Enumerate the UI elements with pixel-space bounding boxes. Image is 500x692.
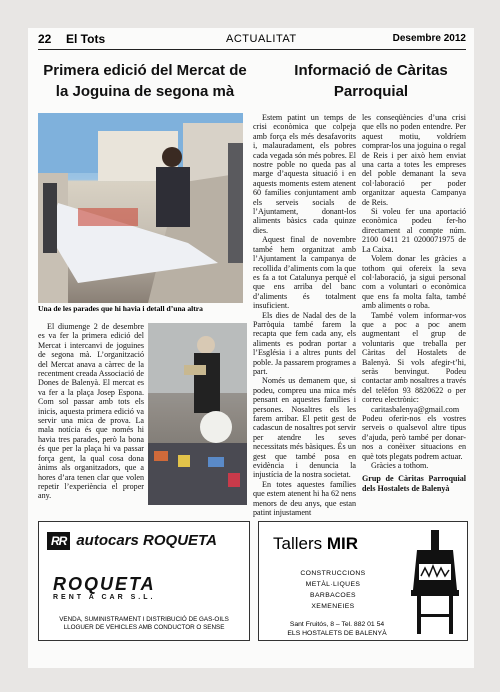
service-item: METÀL·LIQUES — [305, 581, 361, 588]
caritas-paragraph: Estem patint un temps de crisi econòmica que colpeja amb força els més desafavorits i, malauradament, els pobres cada vegada són més pobres. El nostre poble no queda pas al marge d’aquesta situació i en aquests moments estem atenent 60 famílies conjuntament amb els serveis socials de l’Ajuntament, donant-los aliments bàsics cada quinze dies. — [253, 113, 356, 235]
page-number: 22 — [38, 32, 52, 46]
caritas-paragraph: Només us demanem que, si podeu, compreu una mica més pensant en aquestes famílies i persones. Nosaltres els les farem arribar. El petit gest de cadascun de nosaltres pot servir per atendre les seves necessitats més bàsiques. És un gest que també posa en evidència i denuncia la injustícia de la nostra societat. — [253, 376, 356, 480]
caritas-paragraph: Els dies de Nadal des de la Parròquia també farem la recapta que fem cada any, els aliments es podran portar a l’Església i a altres punts del poble. Ja passarem programes a part. — [253, 310, 356, 376]
tallers-mir-address — [267, 620, 407, 638]
article-mercat-paragraph: El diumenge 2 de desembre es va fer la primera edició del Mercat i intercanvi de joguines de segona mà. L’organització del Mercat anava a càrrec de la recentment creada Associació de Dones de Balenyà. El mercat es va fer a la plaça Josep Espona. Com sol passar amb tots els inicis, aquesta primera edició va servir una mica de prova. La mala notícia és que només hi havia tres parades, però la bona és que per la plaça hi va passar força gent, la qual cosa dona ànims als organitzadors, que a hores d’ara tenen clar que volen repetir l’experiència el proper any. — [38, 322, 144, 501]
header-rule — [38, 49, 466, 50]
article-mercat-title: Primera edició del Mercat de la Joguina de segona mà — [43, 62, 247, 100]
tallers-mir-advertisement — [258, 521, 468, 641]
article-caritas-column-1 — [253, 113, 356, 517]
caritas-paragraph: Volem donar les gràcies a tothom qui ofereix la seva col·laboració, ja sigui personal com a voluntari o econòmica que ens fa molta falta, també amb aliments o roba. — [362, 254, 466, 311]
section-name: ACTUALITAT — [226, 33, 297, 45]
town-line: ELS HOSTALETS DE BALENYÀ — [287, 630, 387, 637]
caritas-paragraph: caritasbalenya@gmail.com Podeu oferir-nos els vostres serveis o qualsevol altre tipus d’ajuda, però també per donar-nos a conèixer situacions en què tots plegats podrem actuar. — [362, 404, 466, 461]
roqueta-rent-logo-text: ROQUETA — [53, 574, 156, 594]
tallers-mir-logo — [273, 534, 358, 554]
article-caritas-title: Informació de Càritas Parroquial — [294, 62, 448, 100]
tallers-mir-name-prefix: Tallers — [273, 534, 327, 553]
article-mercat-body — [38, 322, 144, 501]
rent-a-car-text: RENT A CAR S.L. — [53, 594, 156, 601]
caritas-paragraph: Aquest final de novembre també hem organitzat amb l’Ajuntament la campanya de recollida d’aliments com la que es fa a tot Catalunya perquè el que ens arriba del banc d’aliments és totalment insuficient. — [253, 235, 356, 311]
barbecue-icon — [409, 530, 461, 634]
autocars-logo — [47, 532, 239, 562]
photo-caption: Una de les parades que hi havia i detall d’una altra — [38, 304, 203, 313]
caritas-paragraph: En totes aquestes famílies que estem atenent hi ha 62 nens menors de deu anys, que estan patint injustament — [253, 479, 356, 518]
caritas-paragraph: les conseqüències d’una crisi que ells no poden entendre. Per aquest motiu, voldríem comprar-los una joguina o regal de Reis i per això hem enviat una carta a totes les empreses del poble demanant la seva col·laboració per poder organitzar aquesta Campanya de Reis. — [362, 113, 466, 207]
market-stall-photo — [38, 113, 243, 303]
service-item: CONSTRUCCIONS — [300, 570, 366, 577]
article-caritas-column-2 — [362, 113, 466, 493]
tallers-mir-services — [267, 568, 399, 612]
roqueta-service-line: VENDA, SUMINISTRAMENT I DISTRIBUCIÓ DE GAS-OILS — [59, 616, 229, 623]
toy-stall-photo — [148, 323, 247, 505]
caritas-signature: Grup de Càritas Parroquial dels Hostalets de Balenyà — [362, 474, 466, 493]
service-item: XEMENEIES — [311, 603, 355, 610]
caritas-paragraph: Gràcies a tothom. — [371, 461, 429, 471]
publication-name: El Tots — [66, 32, 106, 46]
roqueta-service-line: LLOGUER DE VEHICLES AMB CONDUCTOR O SENSE — [63, 624, 225, 631]
roqueta-advertisement — [38, 521, 250, 641]
address-line: Sant Fruitós, 8 – Tel. 882 01 54 — [289, 621, 385, 628]
market-stall-illustration — [38, 113, 243, 303]
caritas-paragraph: També volem informar-vos que a poc a poc anem augmentant el grup de voluntaris que treballa per Càritas del Hostalets de Balenyà. Si vols afegir-t’hi, seràs benvingut. Podeu contactar amb nosaltres a través del telèfon 93 8820622 o per correu electrònic: — [362, 310, 466, 405]
page-header — [38, 32, 466, 50]
autocars-logo-text: autocars ROQUETA — [76, 532, 217, 549]
issue-date: Desembre 2012 — [392, 33, 466, 44]
roqueta-mark: RR — [47, 532, 70, 550]
service-item: BARBACOES — [310, 592, 356, 599]
caritas-paragraph: Si voleu fer una aportació econòmica podeu fer-ho directament al compte núm. 2100 0411 21 0200071975 de La Caixa. — [362, 207, 466, 254]
roqueta-services — [45, 616, 243, 632]
roqueta-rent-logo — [53, 574, 239, 608]
tallers-mir-name-bold: MIR — [326, 534, 359, 553]
toy-stall-illustration — [148, 323, 247, 505]
